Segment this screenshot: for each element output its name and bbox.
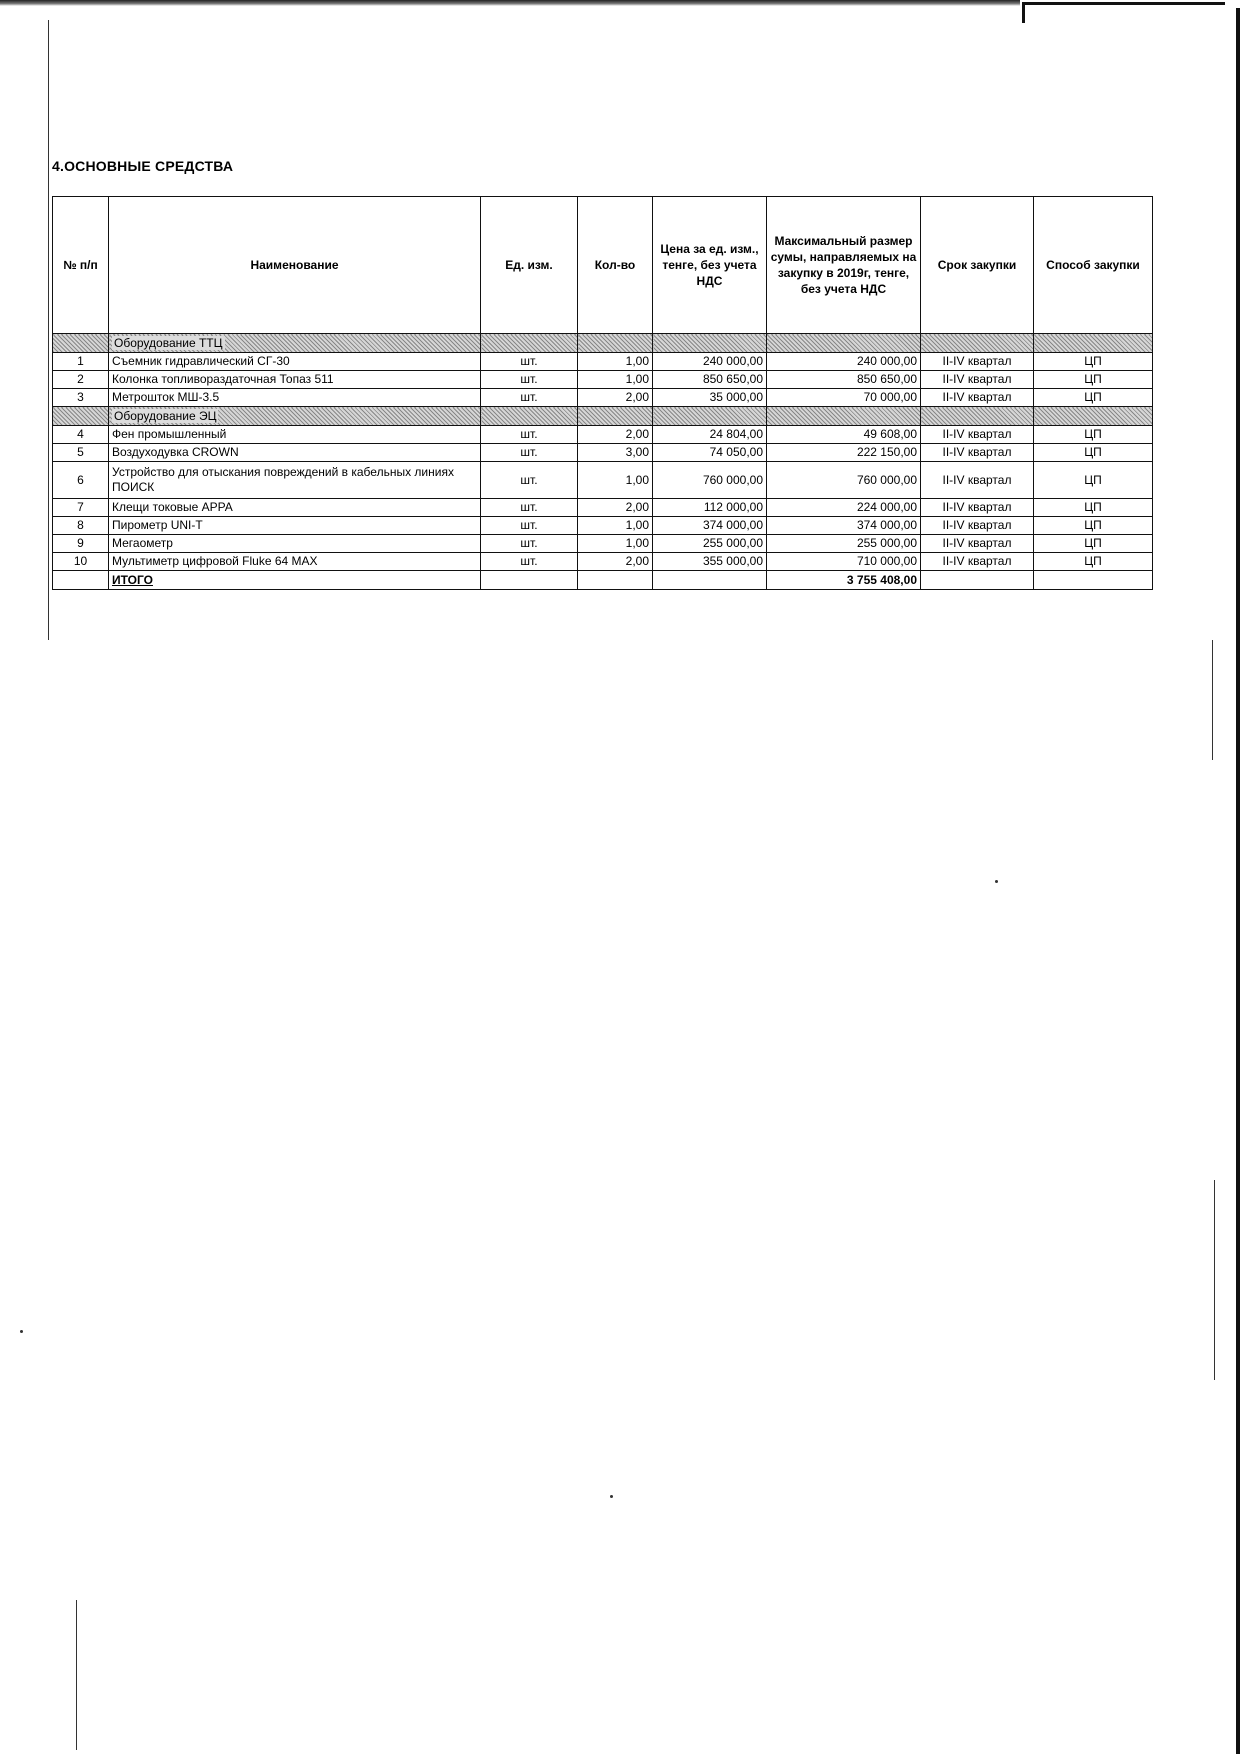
cell-method: ЦП [1034, 535, 1153, 553]
cell-num: 4 [53, 426, 109, 444]
cell-term: II-IV квартал [921, 553, 1034, 571]
header-term: Срок закупки [921, 197, 1034, 334]
cell-num: 2 [53, 371, 109, 389]
header-name: Наименование [109, 197, 481, 334]
cell-unit: шт. [481, 426, 578, 444]
cell-name: Колонка топливораздаточная Топаз 511 [109, 371, 481, 389]
cell-qty: 2,00 [578, 553, 653, 571]
header-num: № п/п [53, 197, 109, 334]
cell-sum: 240 000,00 [767, 353, 921, 371]
cell-price: 760 000,00 [653, 462, 767, 499]
group-name: Оборудование ТТЦ [114, 335, 223, 350]
header-max-sum: Максимальный размер сумы, направляемых на закупку в 2019г, тенге, без учета НДС [767, 197, 921, 334]
cell-num: 7 [53, 499, 109, 517]
header-method: Способ закупки [1034, 197, 1153, 334]
cell-qty: 1,00 [578, 371, 653, 389]
cell-num: 1 [53, 353, 109, 371]
cell-name: Фен промышленный [109, 426, 481, 444]
cell-name: Устройство для отыскания повреждений в кабельных линиях ПОИСК [109, 462, 481, 499]
table-header-row [53, 197, 1153, 334]
cell-name: Мегаометр [109, 535, 481, 553]
cell-price: 74 050,00 [653, 444, 767, 462]
cell-num: 8 [53, 517, 109, 535]
cell-qty: 1,00 [578, 517, 653, 535]
group-name: Оборудование ЭЦ [114, 408, 217, 423]
total-row [53, 571, 1153, 590]
scan-left-margin-line-bottom [76, 1600, 77, 1750]
cell-qty: 2,00 [578, 389, 653, 407]
cell-method: ЦП [1034, 517, 1153, 535]
cell-unit: шт. [481, 353, 578, 371]
cell-sum: 49 608,00 [767, 426, 921, 444]
scan-right-margin-line [1212, 640, 1213, 760]
scan-left-margin-line [48, 20, 49, 640]
cell-method: ЦП [1034, 389, 1153, 407]
cell-num: 3 [53, 389, 109, 407]
group-row [53, 407, 1153, 426]
total-label: ИТОГО [109, 571, 481, 590]
cell-term: II-IV квартал [921, 462, 1034, 499]
group-row [53, 334, 1153, 353]
cell-method: ЦП [1034, 353, 1153, 371]
table-row [53, 553, 1153, 571]
cell-unit: шт. [481, 389, 578, 407]
cell-num: 6 [53, 462, 109, 499]
cell-price: 355 000,00 [653, 553, 767, 571]
cell-sum: 224 000,00 [767, 499, 921, 517]
cell-qty: 1,00 [578, 535, 653, 553]
cell-sum: 70 000,00 [767, 389, 921, 407]
table-row [53, 517, 1153, 535]
table-row [53, 426, 1153, 444]
cell-method: ЦП [1034, 462, 1153, 499]
scan-edge-right [1236, 8, 1240, 1754]
cell-sum: 710 000,00 [767, 553, 921, 571]
cell-num: 5 [53, 444, 109, 462]
cell-unit: шт. [481, 371, 578, 389]
cell-sum: 255 000,00 [767, 535, 921, 553]
cell-term: II-IV квартал [921, 389, 1034, 407]
scan-speck [20, 1330, 23, 1333]
cell-term: II-IV квартал [921, 426, 1034, 444]
cell-name: Воздуходувка CROWN [109, 444, 481, 462]
cell-qty: 2,00 [578, 499, 653, 517]
cell-term: II-IV квартал [921, 499, 1034, 517]
cell-term: II-IV квартал [921, 444, 1034, 462]
cell-price: 850 650,00 [653, 371, 767, 389]
header-qty: Кол-во [578, 197, 653, 334]
cell-qty: 3,00 [578, 444, 653, 462]
cell-price: 374 000,00 [653, 517, 767, 535]
cell-method: ЦП [1034, 553, 1153, 571]
cell-term: II-IV квартал [921, 535, 1034, 553]
cell-name: Клещи токовые APPA [109, 499, 481, 517]
cell-unit: шт. [481, 535, 578, 553]
cell-unit: шт. [481, 462, 578, 499]
cell-num: 9 [53, 535, 109, 553]
cell-qty: 2,00 [578, 426, 653, 444]
cell-price: 255 000,00 [653, 535, 767, 553]
cell-sum: 850 650,00 [767, 371, 921, 389]
scan-speck [610, 1495, 613, 1498]
cell-method: ЦП [1034, 426, 1153, 444]
table-row [53, 444, 1153, 462]
scan-right-margin-line-2 [1214, 1180, 1215, 1380]
header-unit: Ед. изм. [481, 197, 578, 334]
cell-term: II-IV квартал [921, 353, 1034, 371]
cell-num: 10 [53, 553, 109, 571]
table-row [53, 353, 1153, 371]
cell-sum: 760 000,00 [767, 462, 921, 499]
cell-qty: 1,00 [578, 462, 653, 499]
cell-unit: шт. [481, 499, 578, 517]
cell-unit: шт. [481, 444, 578, 462]
cell-sum: 374 000,00 [767, 517, 921, 535]
table-row [53, 462, 1153, 499]
header-price: Цена за ед. изм., тенге, без учета НДС [653, 197, 767, 334]
scan-corner-mark [1022, 2, 1225, 23]
cell-name: Пирометр UNI-T [109, 517, 481, 535]
table-row [53, 389, 1153, 407]
cell-name: Съемник гидравлический СГ-30 [109, 353, 481, 371]
scan-edge-top [0, 0, 1020, 6]
cell-name: Метрошток МШ-3.5 [109, 389, 481, 407]
cell-term: II-IV квартал [921, 371, 1034, 389]
cell-price: 35 000,00 [653, 389, 767, 407]
scan-speck [995, 880, 998, 883]
section-title: 4.ОСНОВНЫЕ СРЕДСТВА [52, 158, 234, 174]
cell-qty: 1,00 [578, 353, 653, 371]
cell-sum: 222 150,00 [767, 444, 921, 462]
cell-term: II-IV квартал [921, 517, 1034, 535]
cell-price: 240 000,00 [653, 353, 767, 371]
cell-price: 112 000,00 [653, 499, 767, 517]
cell-method: ЦП [1034, 499, 1153, 517]
cell-unit: шт. [481, 517, 578, 535]
fixed-assets-table [52, 196, 1153, 590]
table-row [53, 371, 1153, 389]
table-row [53, 535, 1153, 553]
cell-method: ЦП [1034, 371, 1153, 389]
cell-name: Мультиметр цифровой Fluke 64 MAX [109, 553, 481, 571]
table-row [53, 499, 1153, 517]
cell-price: 24 804,00 [653, 426, 767, 444]
cell-method: ЦП [1034, 444, 1153, 462]
total-sum: 3 755 408,00 [767, 571, 921, 590]
cell-unit: шт. [481, 553, 578, 571]
